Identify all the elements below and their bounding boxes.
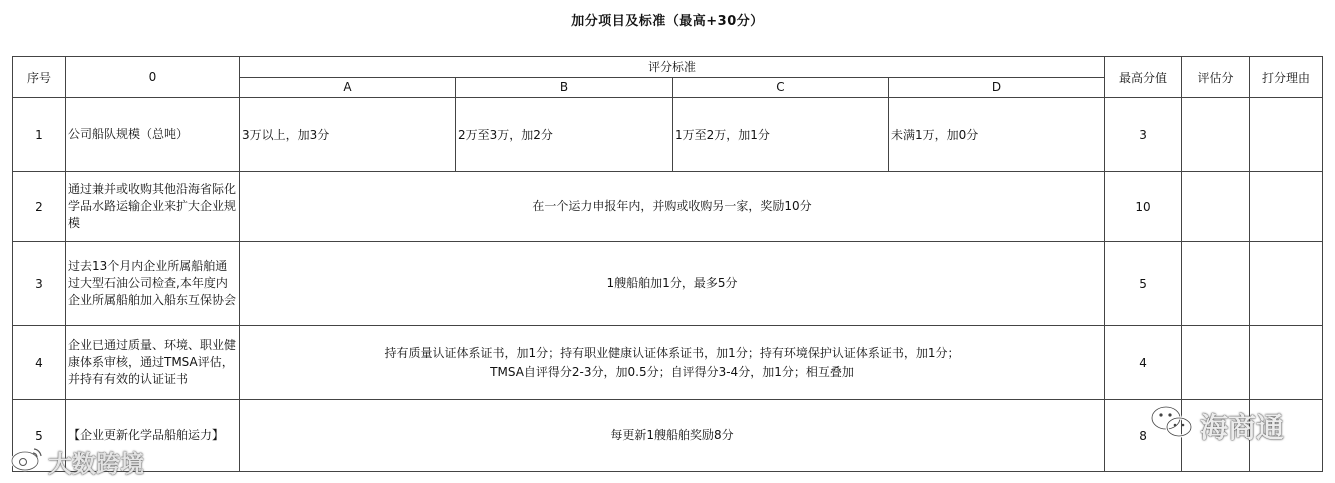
row-eval-score xyxy=(1182,326,1250,400)
watermark-left-text: 大数跨境 xyxy=(48,450,144,478)
header-col-c: C xyxy=(673,77,889,98)
header-item: 0 xyxy=(66,57,240,98)
header-criteria: 评分标准 xyxy=(240,57,1105,78)
row-criteria: 每更新1艘船舶奖励8分 xyxy=(240,400,1105,472)
row-item: 公司船队规模（总吨） xyxy=(66,98,240,172)
wechat-icon xyxy=(1150,404,1194,447)
row-criteria: 在一个运力申报年内，并购或收购另一家，奖励10分 xyxy=(240,172,1105,242)
watermark-left xyxy=(10,444,144,479)
watermark-right-text: 海商通 xyxy=(1200,410,1285,444)
row-eval-score xyxy=(1182,172,1250,242)
watermark-right xyxy=(1150,404,1284,447)
header-max-score: 最高分值 xyxy=(1105,57,1182,98)
row-max-score: 5 xyxy=(1105,242,1182,326)
row-item: 通过兼并或收购其他沿海省际化学品水路运输企业来扩大企业规模 xyxy=(66,172,240,242)
header-seq: 序号 xyxy=(13,57,66,98)
row-seq: 5 xyxy=(13,400,66,472)
row-eval-score xyxy=(1182,98,1250,172)
row-max-score: 10 xyxy=(1105,172,1182,242)
row-seq: 2 xyxy=(13,172,66,242)
header-col-a: A xyxy=(240,77,456,98)
criteria-a: 3万以上，加3分 xyxy=(240,98,456,172)
table-row xyxy=(13,326,1323,400)
row-max-score: 8 xyxy=(1105,400,1182,472)
row-seq: 1 xyxy=(13,98,66,172)
row-reason xyxy=(1250,242,1323,326)
row-item: 过去13个月内企业所属船舶通过大型石油公司检查,本年度内企业所属船舶加入船东互保协会 xyxy=(66,242,240,326)
criteria-b: 2万至3万，加2分 xyxy=(456,98,673,172)
row-max-score: 4 xyxy=(1105,326,1182,400)
row-criteria: 1艘船舶加1分，最多5分 xyxy=(240,242,1105,326)
criteria-d: 未满1万，加0分 xyxy=(889,98,1105,172)
header-eval-score: 评估分 xyxy=(1182,57,1250,98)
table-row xyxy=(13,242,1323,326)
header-col-b: B xyxy=(456,77,673,98)
scoring-table xyxy=(12,56,1323,472)
criteria-c: 1万至2万，加1分 xyxy=(673,98,889,172)
row-seq: 4 xyxy=(13,326,66,400)
row-criteria xyxy=(240,326,1105,400)
row-item: 企业已通过质量、环境、职业健康体系审核，通过TMSA评估，并持有有效的认证证书 xyxy=(66,326,240,400)
table-row xyxy=(13,400,1323,472)
header-row-top xyxy=(13,57,1323,78)
row-item: 【企业更新化学品船舶运力】 xyxy=(66,400,240,472)
criteria-line-1: 持有质量认证体系证书，加1分；持有职业健康认证体系证书，加1分；持有环境保护认证体系证书，加1分； xyxy=(384,345,960,360)
weibo-icon xyxy=(10,446,44,478)
header-col-d: D xyxy=(889,77,1105,98)
page-title: 加分项目及标准（最高+30分） xyxy=(571,14,764,29)
table-row xyxy=(13,98,1323,172)
header-reason: 打分理由 xyxy=(1250,57,1323,98)
table-row xyxy=(13,172,1323,242)
row-seq: 3 xyxy=(13,242,66,326)
row-reason xyxy=(1250,98,1323,172)
row-max-score: 3 xyxy=(1105,98,1182,172)
criteria-line-2: TMSA自评得分2-3分，加0.5分；自评得分3-4分，加1分；相互叠加 xyxy=(490,364,854,379)
row-reason xyxy=(1250,326,1323,400)
row-reason xyxy=(1250,172,1323,242)
row-eval-score xyxy=(1182,242,1250,326)
